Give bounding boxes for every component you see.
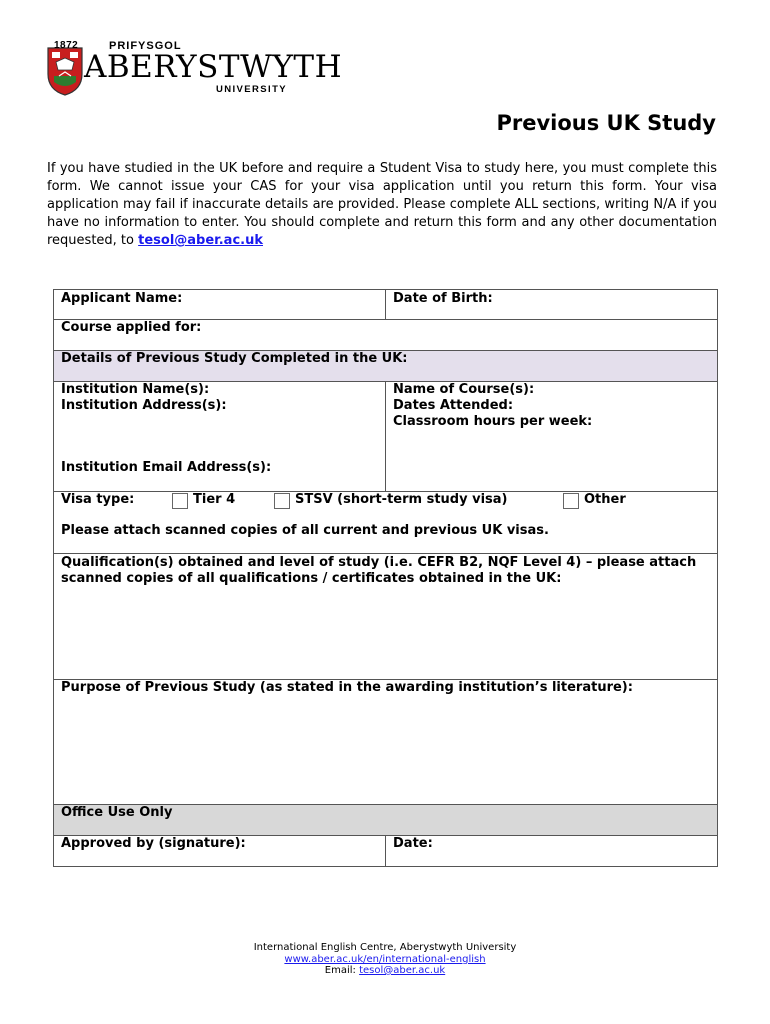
intro-email-link[interactable]: tesol@aber.ac.uk: [138, 233, 263, 248]
footer-email-label: Email:: [324, 965, 360, 976]
date-of-birth-field[interactable]: [386, 290, 718, 320]
crest-icon: [46, 46, 84, 96]
logo-name: ABERYSTWYTH: [84, 49, 343, 85]
intro-text: If you have studied in the UK before and require a Student Visa to study here, you must complete this form. We cannot issue your CAS for your visa application until you return this form. Your visa application may fail if inaccurate details are provided. Please complete ALL sections, writing N/A if you have no information to enter. You should complete and return this form and any other documentation requested, to: [47, 161, 717, 248]
university-logo: [46, 40, 343, 102]
course-details-field[interactable]: [386, 382, 718, 492]
institution-details-field[interactable]: [54, 382, 386, 492]
visa-other-checkbox[interactable]: [563, 493, 579, 509]
footer-email-link[interactable]: tesol@aber.ac.uk: [359, 965, 446, 976]
logo-university: UNIVERSITY: [216, 84, 288, 95]
visa-type-section: [54, 492, 718, 554]
institution-names-label: Institution Name(s):: [61, 382, 210, 397]
applicant-name-field[interactable]: [54, 290, 386, 320]
purpose-label: Purpose of Previous Study (as stated in the awarding institution’s literature):: [61, 680, 633, 695]
footer: [0, 942, 770, 977]
page-title: Previous UK Study: [496, 111, 716, 135]
applicant-name-label: Applicant Name:: [61, 291, 183, 306]
approval-date-field[interactable]: [386, 836, 718, 867]
visa-stsv-checkbox[interactable]: [274, 493, 290, 509]
institution-emails-label: Institution Email Address(s):: [61, 460, 272, 475]
qualifications-field[interactable]: [54, 554, 718, 680]
office-use-label: Office Use Only: [61, 805, 173, 820]
footer-website-link[interactable]: www.aber.ac.uk/en/international-english: [284, 953, 486, 965]
footer-address: International English Centre, Aberystwyth University: [253, 942, 517, 953]
course-applied-field[interactable]: [54, 320, 718, 351]
logo-year: 1872: [54, 40, 79, 51]
classroom-hours-label: Classroom hours per week:: [393, 414, 593, 429]
intro-paragraph: [47, 160, 717, 250]
qualifications-label: Qualification(s) obtained and level of study (i.e. CEFR B2, NQF Level 4) – please attach scanned copies of all qualifications / certificates obtained in the UK:: [61, 555, 697, 586]
purpose-field[interactable]: [54, 680, 718, 805]
logo-welsh-name: PRIFYSGOL: [109, 40, 182, 52]
previous-study-header: [54, 351, 718, 382]
application-form: [53, 289, 718, 867]
visa-type-label: Visa type:: [61, 492, 135, 507]
approved-by-label: Approved by (signature):: [61, 836, 246, 851]
visa-tier4-label: Tier 4: [193, 492, 236, 507]
visa-stsv-label: STSV (short-term study visa): [295, 492, 508, 507]
office-use-header: [54, 805, 718, 836]
visa-attach-note: Please attach scanned copies of all current and previous UK visas.: [61, 523, 549, 538]
institution-addresses-label: Institution Address(s):: [61, 398, 227, 413]
visa-tier4-checkbox[interactable]: [172, 493, 188, 509]
previous-study-header-label: Details of Previous Study Completed in the UK:: [61, 351, 408, 366]
dates-attended-label: Dates Attended:: [393, 398, 514, 413]
visa-other-label: Other: [584, 492, 626, 507]
course-names-label: Name of Course(s):: [393, 382, 535, 397]
approved-by-field[interactable]: [54, 836, 386, 867]
approval-date-label: Date:: [393, 836, 433, 851]
course-applied-label: Course applied for:: [61, 320, 202, 335]
date-of-birth-label: Date of Birth:: [393, 291, 493, 306]
